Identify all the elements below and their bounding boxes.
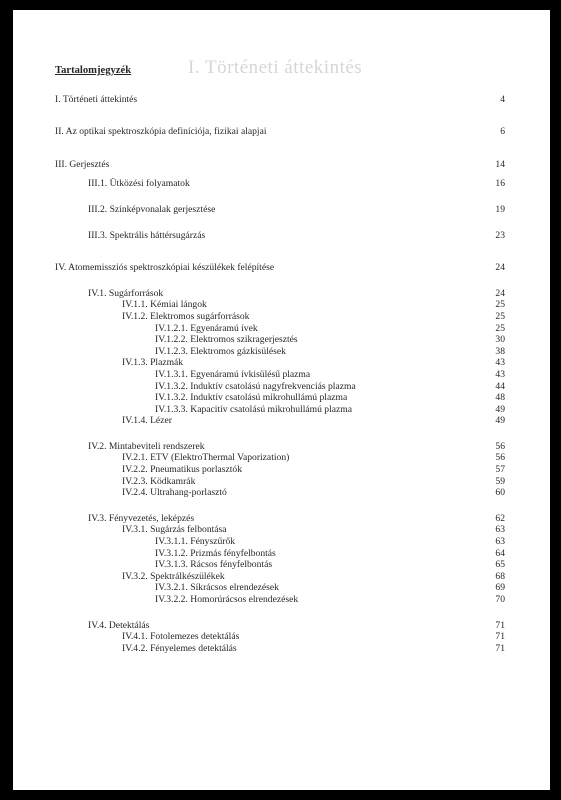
toc-entry-page: 24 xyxy=(495,287,505,299)
toc-entry-label: IV.4. Detektálás xyxy=(88,619,150,631)
toc-entry xyxy=(55,404,505,416)
toc-entry xyxy=(55,548,505,560)
toc-entry-label: IV.2. Mintabeviteli rendszerek xyxy=(88,440,205,452)
toc-entry xyxy=(55,582,505,594)
toc-entry xyxy=(55,524,505,536)
toc-entry-label: II. Az optikai spektroszkópia definíciója, fizikai alapjai xyxy=(55,126,267,138)
toc-entry-page: 57 xyxy=(495,464,505,476)
toc-entry-page: 19 xyxy=(495,203,505,215)
toc-entry-label: IV.3.2.2. Homorúrácsos elrendezések xyxy=(155,594,299,605)
table-of-contents xyxy=(55,65,505,654)
toc-entry xyxy=(55,620,505,632)
toc-entry-page: 43 xyxy=(495,368,505,380)
toc-entry-page: 71 xyxy=(495,619,505,631)
toc-entry-page: 38 xyxy=(495,345,505,357)
toc-entry-label: IV.1.1. Kémiai lángok xyxy=(122,299,207,311)
toc-entry-label: IV.2.1. ETV (ElektroThermal Vaporization) xyxy=(122,452,290,464)
toc-entry-page: 56 xyxy=(495,440,505,452)
toc-entry-label: IV.3.2. Spektrálkészülékek xyxy=(122,570,225,582)
toc-entry-label: IV.1.2.3. Elektromos gázkisülések xyxy=(155,345,286,357)
toc-entry-page: 44 xyxy=(495,380,505,392)
toc-entry-label: IV.1.2.1. Egyenáramú ívek xyxy=(155,322,258,334)
toc-entry-label: IV.4.2. Fényelemes detektálás xyxy=(122,642,237,654)
toc-entry-label: III.1. Ütközési folyamatok xyxy=(88,178,190,190)
toc-entry xyxy=(55,594,505,606)
toc-entry-label: IV.3.1. Sugárzás felbontása xyxy=(122,524,227,536)
toc-entry xyxy=(55,262,505,274)
toc-entry-page: 4 xyxy=(500,93,505,105)
toc-entry-page: 30 xyxy=(495,334,505,346)
toc-entry-label: IV.1.3.2. Induktív csatolású mikrohullámú plazma xyxy=(155,392,348,404)
toc-entry-page: 25 xyxy=(495,299,505,311)
toc-entry xyxy=(55,334,505,346)
toc-entry xyxy=(55,513,505,525)
toc-entry xyxy=(55,178,505,190)
toc-entry xyxy=(55,536,505,548)
toc-entry-page: 64 xyxy=(495,547,505,559)
toc-entry xyxy=(55,159,505,171)
toc-entry-page: 70 xyxy=(495,594,505,605)
toc-entry-label: IV.1.2.2. Elektromos szikragerjesztés xyxy=(155,334,298,346)
toc-entry xyxy=(55,476,505,488)
toc-entry-page: 59 xyxy=(495,475,505,487)
toc-entry xyxy=(55,369,505,381)
toc-entry xyxy=(55,631,505,643)
toc-entry xyxy=(55,381,505,393)
toc-entry xyxy=(55,299,505,311)
toc-entry-page: 71 xyxy=(495,642,505,654)
toc-entry xyxy=(55,415,505,427)
toc-entry-page: 71 xyxy=(495,631,505,643)
toc-entry xyxy=(55,346,505,358)
toc-entry xyxy=(55,230,505,242)
toc-entry xyxy=(55,571,505,583)
toc-entry xyxy=(55,288,505,300)
toc-entry-label: IV.1.3.1. Egyenáramú ívkisülésű plazma xyxy=(155,368,311,380)
toc-entry-page: 69 xyxy=(495,582,505,594)
toc-title: Tartalomjegyzék xyxy=(55,65,132,76)
toc-entry xyxy=(55,487,505,499)
toc-entry-label: IV.1.3.3. Kapacitív csatolású mikrohullámú plazma xyxy=(155,403,352,415)
toc-entry-label: IV.3.2.1. Síkrácsos elrendezések xyxy=(155,582,279,594)
toc-entry-page: 49 xyxy=(495,415,505,427)
toc-entry-page: 60 xyxy=(495,487,505,499)
toc-entry xyxy=(55,441,505,453)
toc-entry-label: IV.3.1.2. Prizmás fényfelbontás xyxy=(155,547,276,559)
toc-entry-label: IV.2.4. Ultrahang-porlasztó xyxy=(122,487,227,499)
toc-entry-label: IV.3. Fényvezetés, leképzés xyxy=(88,512,195,524)
toc-entry-page: 6 xyxy=(500,126,505,138)
toc-entry-label: IV.1. Sugárforrások xyxy=(88,287,164,299)
toc-entry-page: 63 xyxy=(495,536,505,548)
toc-entry-label: IV.2.2. Pneumatikus porlasztók xyxy=(122,464,243,476)
toc-entries xyxy=(55,94,505,655)
toc-entry-label: IV.1.3. Plazmák xyxy=(122,357,184,369)
toc-entry-page: 48 xyxy=(495,392,505,404)
toc-entry-label: IV.4.1. Fotolemezes detektálás xyxy=(122,631,240,643)
toc-entry xyxy=(55,311,505,323)
toc-entry-page: 62 xyxy=(495,512,505,524)
toc-entry xyxy=(55,323,505,335)
toc-entry xyxy=(55,559,505,571)
toc-entry xyxy=(55,392,505,404)
toc-entry-label: IV.1.4. Lézer xyxy=(122,415,172,427)
toc-entry-page: 63 xyxy=(495,524,505,536)
toc-entry xyxy=(55,94,505,106)
toc-entry-page: 68 xyxy=(495,570,505,582)
toc-entry-label: IV.1.2. Elektromos sugárforrások xyxy=(122,310,250,322)
toc-entry-page: 56 xyxy=(495,452,505,464)
toc-entry xyxy=(55,204,505,216)
toc-entry-label: III. Gerjesztés xyxy=(55,158,110,170)
toc-entry-page: 16 xyxy=(495,178,505,190)
toc-entry-label: IV.3.1.1. Fényszűrők xyxy=(155,536,236,548)
toc-entry-label: III.2. Színképvonalak gerjesztése xyxy=(88,203,216,215)
toc-entry-page: 65 xyxy=(495,559,505,571)
toc-entry-label: I. Történeti áttekintés xyxy=(55,93,138,105)
toc-entry xyxy=(55,452,505,464)
toc-entry-label: IV.1.3.2. Induktív csatolású nagyfrekvenciás plazma xyxy=(155,380,356,392)
toc-entry-label: IV. Atomemissziós spektroszkópiai készülékek felépítése xyxy=(55,262,275,274)
toc-entry-page: 25 xyxy=(495,310,505,322)
toc-entry-page: 43 xyxy=(495,357,505,369)
toc-entry-page: 14 xyxy=(495,158,505,170)
toc-entry-label: IV.2.3. Ködkamrák xyxy=(122,475,196,487)
toc-entry-page: 25 xyxy=(495,322,505,334)
toc-entry-page: 49 xyxy=(495,403,505,415)
toc-entry xyxy=(55,126,505,138)
toc-entry-label: IV.3.1.3. Rácsos fényfelbontás xyxy=(155,559,273,571)
bleed-through-heading: I. Történeti áttekintés xyxy=(188,57,363,78)
toc-entry xyxy=(55,643,505,655)
toc-entry-page: 24 xyxy=(495,262,505,274)
toc-entry xyxy=(55,357,505,369)
toc-entry xyxy=(55,464,505,476)
toc-entry-page: 23 xyxy=(495,229,505,241)
document-page xyxy=(13,10,550,790)
toc-entry-label: III.3. Spektrális háttérsugárzás xyxy=(88,229,206,241)
